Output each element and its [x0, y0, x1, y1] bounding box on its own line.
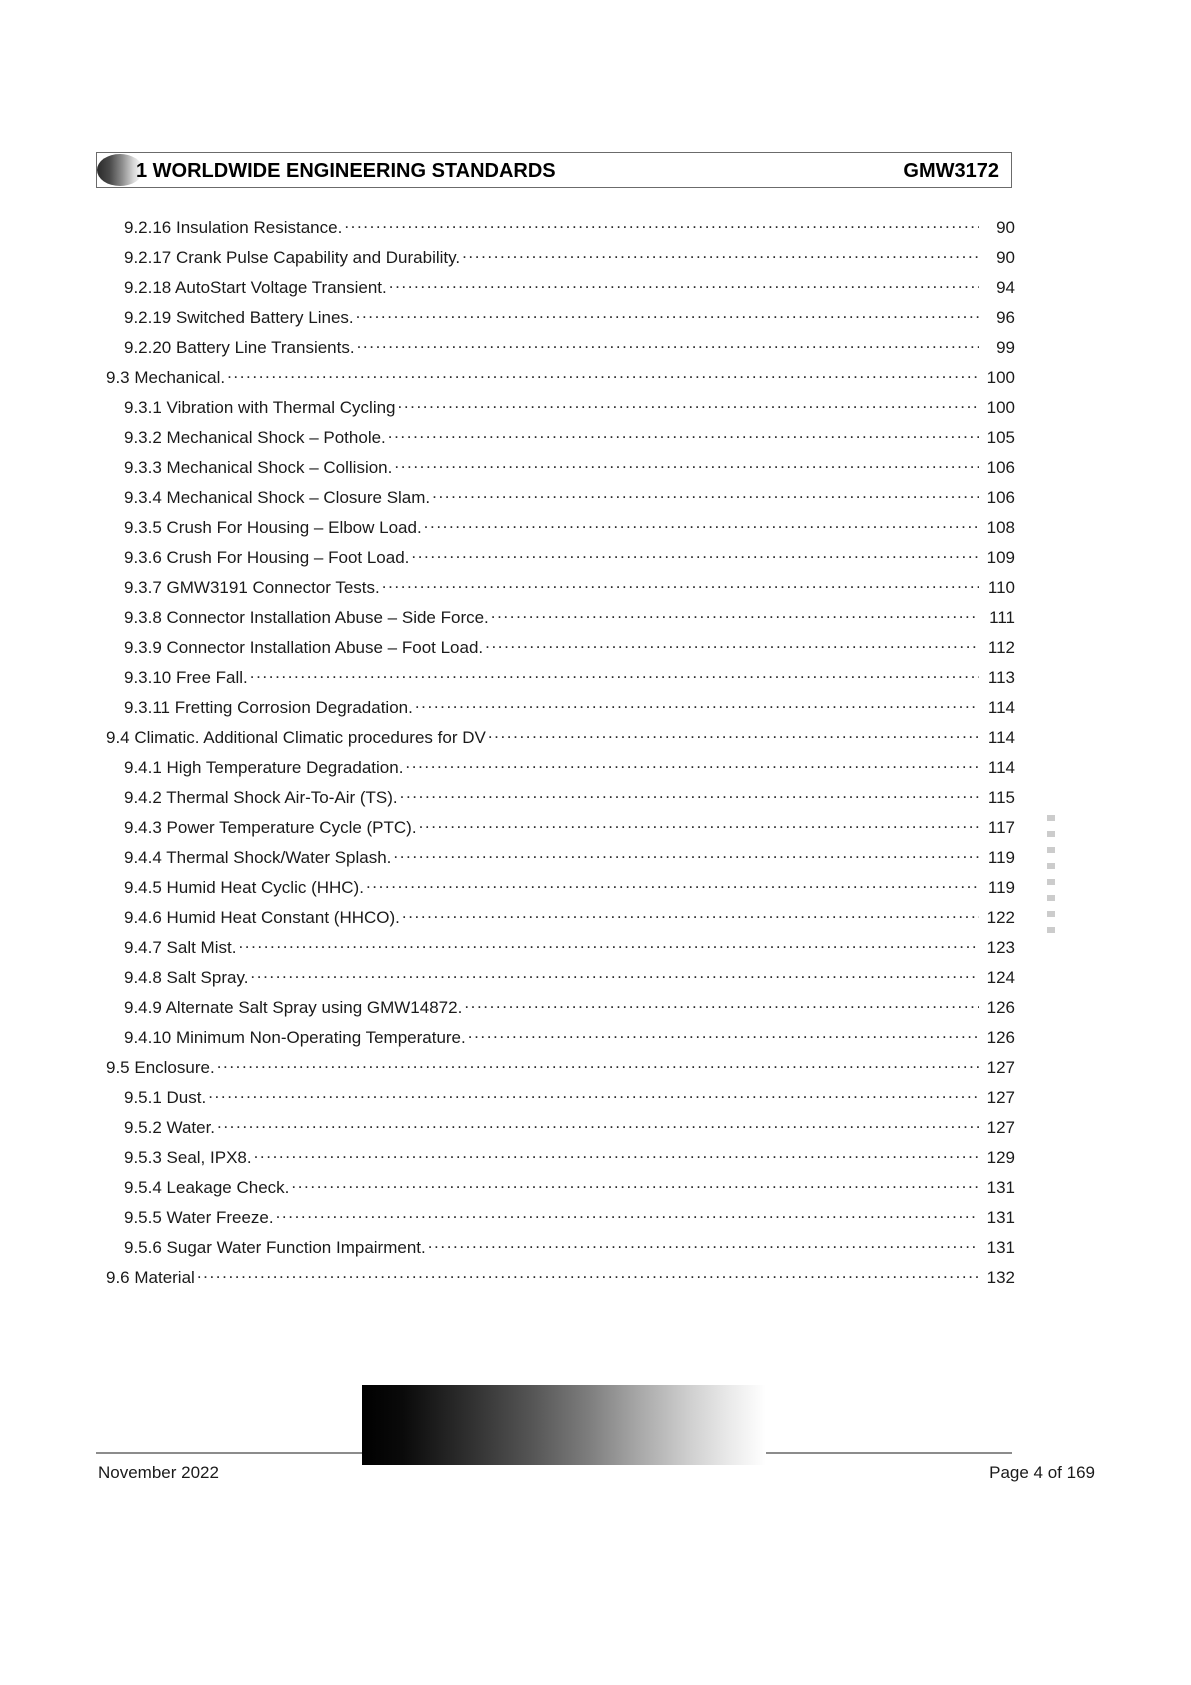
toc-leader-dots	[411, 546, 979, 563]
toc-entry-page: 96	[996, 308, 1015, 327]
toc-leader-dots	[394, 456, 979, 473]
toc-leader-dots	[415, 696, 979, 713]
toc-leader-dots	[419, 816, 979, 833]
toc-entry-label: 9.5.6 Sugar Water Function Impairment.	[124, 1238, 426, 1257]
toc-entry-page: 114	[987, 698, 1015, 717]
footer-date: November 2022	[98, 1463, 219, 1482]
toc-leader-dots	[217, 1116, 979, 1133]
toc-entry[interactable]	[96, 786, 1015, 816]
toc-entry-page: 109	[986, 548, 1015, 567]
toc-entry-page: 111	[989, 608, 1015, 627]
toc-entry-label: 9.3.1 Vibration with Thermal Cycling	[124, 398, 396, 417]
toc-entry[interactable]	[96, 1146, 1015, 1176]
toc-entry[interactable]	[96, 486, 1015, 516]
toc-entry[interactable]	[96, 306, 1015, 336]
toc-entry-page: 106	[986, 488, 1015, 507]
toc-entry[interactable]	[96, 1086, 1015, 1116]
toc-entry-label: 9.3.5 Crush For Housing – Elbow Load.	[124, 518, 422, 537]
toc-entry-label: 9.5.5 Water Freeze.	[124, 1208, 274, 1227]
toc-leader-dots	[276, 1206, 979, 1223]
toc-entry-label: 9.3 Mechanical.	[106, 368, 226, 387]
toc-entry-label: 9.3.11 Fretting Corrosion Degradation.	[124, 698, 413, 717]
toc-leader-dots	[400, 786, 979, 803]
toc-entry-page: 119	[987, 878, 1015, 897]
toc-entry[interactable]	[96, 606, 1015, 636]
toc-entry[interactable]	[96, 516, 1015, 546]
toc-entry-label: 9.4.3 Power Temperature Cycle (PTC).	[124, 818, 417, 837]
toc-entry-label: 9.2.17 Crank Pulse Capability and Durability.	[124, 248, 461, 267]
toc-entry-page: 108	[986, 518, 1015, 537]
toc-entry-page: 127	[986, 1088, 1015, 1107]
toc-leader-dots	[254, 1146, 979, 1163]
toc-entry-label: 9.3.10 Free Fall.	[124, 668, 248, 687]
toc-entry[interactable]	[96, 756, 1015, 786]
toc-entry-label: 9.3.2 Mechanical Shock – Pothole.	[124, 428, 386, 447]
toc-leader-dots	[462, 246, 979, 263]
toc-leader-dots	[432, 486, 979, 503]
toc-entry-page: 114	[987, 728, 1015, 747]
toc-entry[interactable]	[96, 546, 1015, 576]
toc-entry-label: 9.3.8 Connector Installation Abuse – Side Force.	[124, 608, 489, 627]
toc-entry[interactable]	[96, 426, 1015, 456]
toc-entry-label: 9.4.7 Salt Mist.	[124, 938, 237, 957]
toc-entry[interactable]	[96, 1116, 1015, 1146]
toc-entry[interactable]	[96, 1026, 1015, 1056]
toc-entry-label: 9.4.8 Salt Spray.	[124, 968, 249, 987]
toc-leader-dots	[197, 1266, 979, 1283]
toc-leader-dots	[217, 1056, 979, 1073]
toc-entry-page: 127	[986, 1058, 1015, 1077]
toc-entry[interactable]	[96, 876, 1015, 906]
toc-entry[interactable]	[96, 216, 1015, 246]
toc-entry-page: 127	[986, 1118, 1015, 1137]
toc-entry-page: 90	[996, 248, 1015, 267]
toc-entry[interactable]	[96, 396, 1015, 426]
margin-artifact	[1047, 815, 1055, 935]
toc-entry-label: 9.4.4 Thermal Shock/Water Splash.	[124, 848, 392, 867]
toc-entry-page: 105	[986, 428, 1015, 447]
toc-entry-page: 126	[986, 1028, 1015, 1047]
toc-entry[interactable]	[96, 336, 1015, 366]
toc-leader-dots	[398, 396, 979, 413]
toc-entry-label: 9.3.6 Crush For Housing – Foot Load.	[124, 548, 410, 567]
toc-entry[interactable]	[96, 1206, 1015, 1236]
toc-leader-dots	[291, 1176, 979, 1193]
toc-entry-page: 131	[986, 1238, 1015, 1257]
toc-entry-label: 9.3.3 Mechanical Shock – Collision.	[124, 458, 393, 477]
toc-entry[interactable]	[96, 906, 1015, 936]
toc-entry[interactable]	[96, 966, 1015, 996]
toc-entry-page: 124	[986, 968, 1015, 987]
header-document-code: GMW3172	[903, 160, 999, 182]
header-title: 1 WORLDWIDE ENGINEERING STANDARDS	[136, 160, 556, 182]
toc-entry-page: 113	[987, 668, 1015, 687]
toc-entry-page: 117	[987, 818, 1015, 837]
toc-leader-dots	[464, 996, 979, 1013]
toc-leader-dots	[402, 906, 979, 923]
toc-leader-dots	[468, 1026, 979, 1043]
toc-entry[interactable]	[96, 696, 1015, 726]
toc-entry[interactable]	[96, 576, 1015, 606]
toc-entry[interactable]	[96, 996, 1015, 1026]
toc-entry[interactable]	[96, 1056, 1015, 1086]
toc-entry-label: 9.5.4 Leakage Check.	[124, 1178, 290, 1197]
toc-entry[interactable]	[96, 936, 1015, 966]
toc-entry-page: 132	[986, 1268, 1015, 1287]
toc-leader-dots	[250, 666, 979, 683]
toc-entry-page: 90	[996, 218, 1015, 237]
toc-entry[interactable]	[96, 726, 1015, 756]
toc-entry-label: 9.3.4 Mechanical Shock – Closure Slam.	[124, 488, 431, 507]
toc-entry-label: 9.4.1 High Temperature Degradation.	[124, 758, 404, 777]
toc-entry-label: 9.2.16 Insulation Resistance.	[124, 218, 343, 237]
toc-leader-dots	[393, 846, 979, 863]
toc-entry[interactable]	[96, 846, 1015, 876]
toc-entry-label: 9.5.3 Seal, IPX8.	[124, 1148, 252, 1167]
toc-entry-page: 99	[996, 338, 1015, 357]
toc-entry-label: 9.5 Enclosure.	[106, 1058, 215, 1077]
toc-leader-dots	[428, 1236, 979, 1253]
toc-leader-dots	[227, 366, 979, 383]
toc-leader-dots	[366, 876, 979, 893]
toc-entry[interactable]	[96, 1266, 1015, 1296]
toc-entry-page: 106	[986, 458, 1015, 477]
toc-entry-page: 114	[987, 758, 1015, 777]
toc-entry-label: 9.4.10 Minimum Non-Operating Temperature.	[124, 1028, 466, 1047]
toc-entry-page: 131	[986, 1208, 1015, 1227]
toc-entry-label: 9.2.18 AutoStart Voltage Transient.	[124, 278, 387, 297]
toc-entry[interactable]	[96, 366, 1015, 396]
toc-entry[interactable]	[96, 1176, 1015, 1206]
toc-leader-dots	[491, 606, 979, 623]
toc-entry-page: 94	[996, 278, 1015, 297]
toc-entry-page: 100	[986, 368, 1015, 387]
toc-entry[interactable]	[96, 666, 1015, 696]
toc-leader-dots	[382, 576, 979, 593]
toc-entry-label: 9.5.1 Dust.	[124, 1088, 207, 1107]
scan-gradient-bar	[362, 1385, 766, 1465]
toc-entry-label: 9.5.2 Water.	[124, 1118, 216, 1137]
toc-leader-dots	[356, 306, 979, 323]
toc-entry[interactable]	[96, 816, 1015, 846]
toc-leader-dots	[424, 516, 979, 533]
document-header	[96, 152, 1012, 188]
toc-entry[interactable]	[96, 246, 1015, 276]
toc-leader-dots	[389, 276, 979, 293]
toc-entry-page: 122	[986, 908, 1015, 927]
toc-entry-label: 9.4.5 Humid Heat Cyclic (HHC).	[124, 878, 364, 897]
footer-page-indicator: Page 4 of 169	[989, 1463, 1095, 1482]
toc-entry-page: 123	[986, 938, 1015, 957]
toc-entry[interactable]	[96, 456, 1015, 486]
toc-leader-dots	[208, 1086, 979, 1103]
toc-entry-label: 9.3.7 GMW3191 Connector Tests.	[124, 578, 380, 597]
toc-leader-dots	[488, 726, 979, 743]
toc-entry-page: 110	[987, 578, 1015, 597]
toc-entry-page: 100	[986, 398, 1015, 417]
toc-entry-label: 9.4.2 Thermal Shock Air-To-Air (TS).	[124, 788, 398, 807]
toc-entry-page: 129	[986, 1148, 1015, 1167]
toc-entry-label: 9.4.9 Alternate Salt Spray using GMW14872.	[124, 998, 463, 1017]
toc-entry[interactable]	[96, 636, 1015, 666]
toc-entry-page: 115	[987, 788, 1015, 807]
toc-entry-label: 9.2.19 Switched Battery Lines.	[124, 308, 354, 327]
toc-leader-dots	[344, 216, 979, 233]
toc-entry-page: 131	[986, 1178, 1015, 1197]
toc-leader-dots	[388, 426, 979, 443]
toc-leader-dots	[405, 756, 979, 773]
table-of-contents	[96, 216, 1015, 1296]
toc-leader-dots	[357, 336, 979, 353]
toc-entry-label: 9.4 Climatic. Additional Climatic procedures for DV	[106, 728, 486, 747]
toc-leader-dots	[485, 636, 979, 653]
toc-entry[interactable]	[96, 1236, 1015, 1266]
toc-entry-label: 9.6 Material	[106, 1268, 195, 1287]
toc-entry[interactable]	[96, 276, 1015, 306]
toc-entry-label: 9.3.9 Connector Installation Abuse – Foot Load.	[124, 638, 484, 657]
toc-leader-dots	[250, 966, 979, 983]
toc-entry-label: 9.4.6 Humid Heat Constant (HHCO).	[124, 908, 400, 927]
toc-entry-page: 112	[987, 638, 1015, 657]
toc-entry-label: 9.2.20 Battery Line Transients.	[124, 338, 355, 357]
toc-leader-dots	[238, 936, 979, 953]
toc-entry-page: 119	[987, 848, 1015, 867]
toc-entry-page: 126	[986, 998, 1015, 1017]
